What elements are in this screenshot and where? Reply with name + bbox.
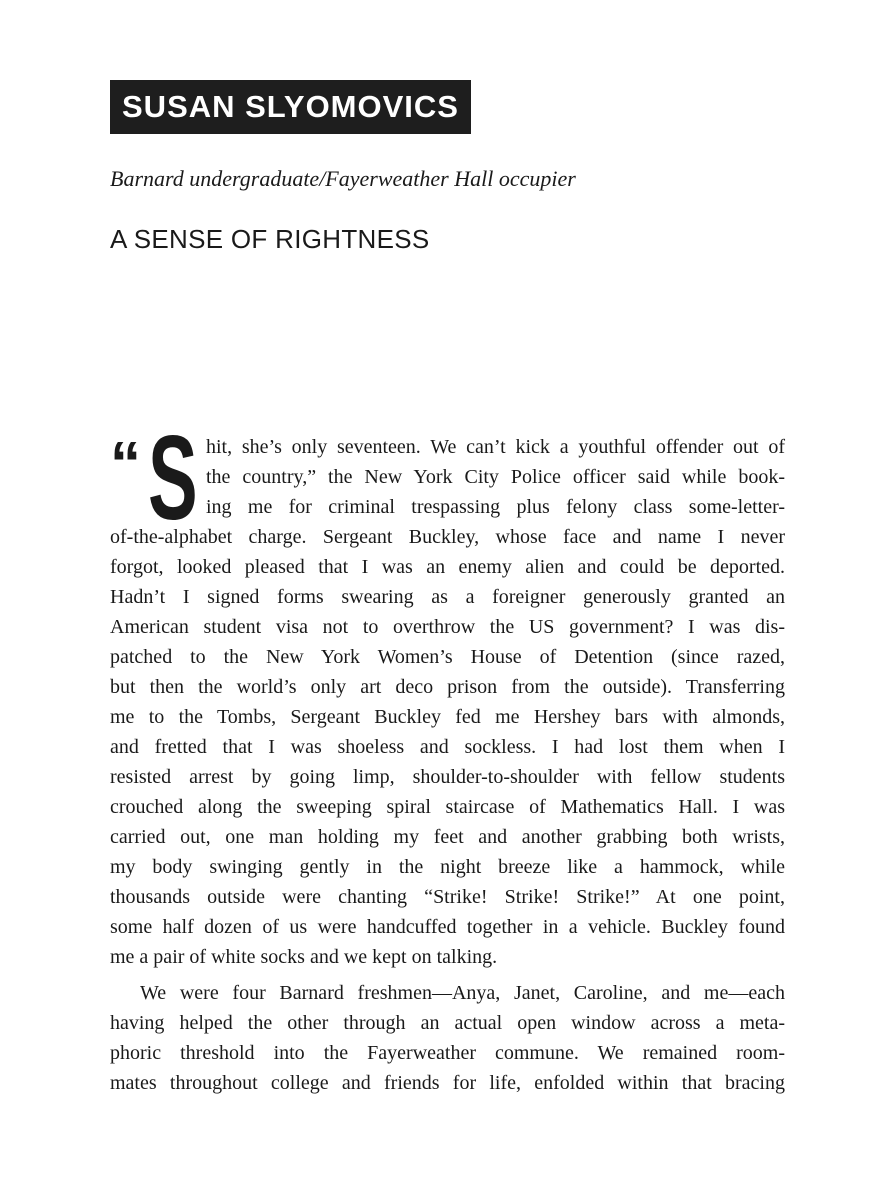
text-line: mates throughout college and friends for life, enfolded within that bracing bbox=[110, 1072, 785, 1094]
text-line: but then the world’s only art deco prison from the outside). Transferring bbox=[110, 676, 785, 698]
text-line: patched to the New York Women’s House of Detention (since razed, bbox=[110, 646, 785, 668]
text-line: carried out, one man holding my feet and another grabbing both wrists, bbox=[110, 826, 785, 848]
text-line: the country,” the New York City Police officer said while book- bbox=[206, 466, 785, 488]
text-line: Hadn’t I signed forms swearing as a foreigner generously granted an bbox=[110, 586, 785, 608]
text-line: some half dozen of us were handcuffed together in a vehicle. Buckley found bbox=[110, 916, 785, 938]
chapter-title: A SENSE OF RIGHTNESS bbox=[110, 224, 430, 254]
text-line: phoric threshold into the Fayerweather commune. We remained room- bbox=[110, 1042, 785, 1064]
text-line: me a pair of white socks and we kept on talking. bbox=[110, 946, 498, 968]
text-line: having helped the other through an actual open window across a meta- bbox=[110, 1012, 785, 1034]
author-name: SUSAN SLYOMOVICS bbox=[122, 89, 459, 124]
paragraph-1 bbox=[110, 432, 785, 972]
text-line: and fretted that I was shoeless and sockless. I had lost them when I bbox=[110, 736, 785, 758]
text-line: We were four Barnard freshmen—Anya, Janet, Caroline, and me—each bbox=[140, 982, 785, 1004]
text-line: me to the Tombs, Sergeant Buckley fed me Hershey bars with almonds, bbox=[110, 706, 785, 728]
paragraph-2 bbox=[110, 978, 785, 1098]
text-line: my body swinging gently in the night breeze like a hammock, while bbox=[110, 856, 785, 878]
text-line: ing me for criminal trespassing plus felony class some-letter- bbox=[206, 496, 785, 518]
text-line: hit, she’s only seventeen. We can’t kick a youthful offender out of bbox=[206, 436, 785, 458]
author-name-banner bbox=[110, 80, 471, 134]
drop-cap-letter: S bbox=[148, 411, 198, 545]
text-line: resisted arrest by going limp, shoulder-to-shoulder with fellow students bbox=[110, 766, 785, 788]
drop-cap-quote: “ bbox=[110, 430, 141, 499]
text-line: of-the-alphabet charge. Sergeant Buckley, whose face and name I never bbox=[110, 526, 785, 548]
text-line: crouched along the sweeping spiral staircase of Mathematics Hall. I was bbox=[110, 796, 785, 818]
text-line: forgot, looked pleased that I was an enemy alien and could be deported. bbox=[110, 556, 785, 578]
text-line: American student visa not to overthrow the US government? I was dis- bbox=[110, 616, 785, 638]
author-role: Barnard undergraduate/Fayerweather Hall occupier bbox=[110, 166, 576, 191]
text-line: thousands outside were chanting “Strike! Strike! Strike!” At one point, bbox=[110, 886, 785, 908]
